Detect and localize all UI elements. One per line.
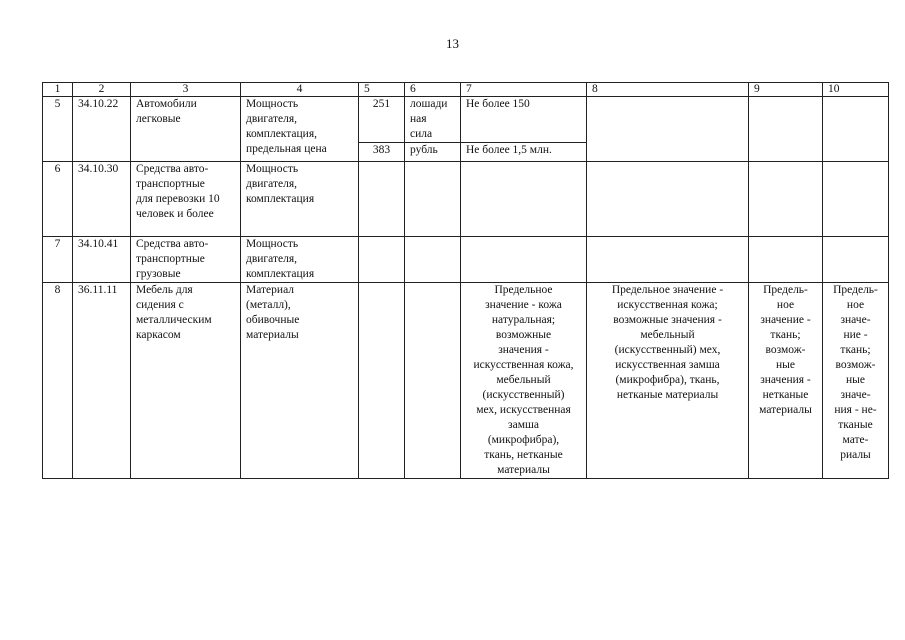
header-cell: 4 [241,83,359,97]
header-cell: 7 [461,83,587,97]
okpd-code: 34.10.22 [73,97,131,162]
okpd-code: 34.10.30 [73,162,131,237]
unit-code: 383 [359,143,405,162]
header-cell: 1 [43,83,73,97]
header-cell: 2 [73,83,131,97]
empty-cell [823,97,889,162]
empty-cell [587,97,749,162]
okpd-code: 34.10.41 [73,237,131,283]
table-row [43,283,889,479]
row-number: 5 [43,97,73,162]
empty-cell [359,283,405,479]
unit-code: 251 [359,97,405,143]
unit-name: лошади ная сила [405,97,461,143]
table-row [43,162,889,237]
header-cell: 9 [749,83,823,97]
item-name: Автомобили легковые [131,97,241,162]
header-cell: 5 [359,83,405,97]
empty-cell [359,162,405,237]
header-cell: 6 [405,83,461,97]
table-row [43,97,889,143]
empty-cell [749,97,823,162]
empty-cell [461,162,587,237]
unit-name: рубль [405,143,461,162]
empty-cell [461,237,587,283]
value-cell: Не более 1,5 млн. [461,143,587,162]
empty-cell [405,162,461,237]
header-cell: 8 [587,83,749,97]
empty-cell [359,237,405,283]
empty-cell [749,237,823,283]
item-name: Средства авто- транспортные грузовые [131,237,241,283]
okpd-code: 36.11.11 [73,283,131,479]
item-properties: Мощность двигателя, комплектация [241,237,359,283]
empty-cell [587,237,749,283]
value-cell: Предельное значение - искусственная кожа; возможные значения - мебельный (искусственный) мех, искусственная замша (микрофибра), ткань, нетканые материалы [587,283,749,479]
item-name: Мебель для сидения с металлическим каркасом [131,283,241,479]
empty-cell [587,162,749,237]
empty-cell [823,162,889,237]
header-cell: 3 [131,83,241,97]
item-name: Средства авто- транспортные для перевозки 10 человек и более [131,162,241,237]
empty-cell [749,162,823,237]
item-properties: Материал (металл), обивочные материалы [241,283,359,479]
value-cell: Не более 150 [461,97,587,143]
row-number: 6 [43,162,73,237]
page-number: 13 [446,36,459,51]
empty-cell [405,283,461,479]
header-row [43,83,889,97]
empty-cell [823,237,889,283]
value-cell: Предель- ное значение - ткань; возмож- ные значения - нетканые материалы [749,283,823,479]
value-cell: Предельное значение - кожа натуральная; возможные значения - искусственная кожа, мебельный (искусственный) мех, искусственная замша (микрофибра), ткань, нетканые материалы [461,283,587,479]
table-row [43,237,889,283]
requirements-table [42,82,889,479]
item-properties: Мощность двигателя, комплектация [241,162,359,237]
header-cell: 10 [823,83,889,97]
value-cell: Предель- ное значе- ние - ткань; возмож- ные значе- ния - не- тканые мате- риалы [823,283,889,479]
empty-cell [405,237,461,283]
row-number: 7 [43,237,73,283]
item-properties: Мощность двигателя, комплектация, предельная цена [241,97,359,162]
row-number: 8 [43,283,73,479]
